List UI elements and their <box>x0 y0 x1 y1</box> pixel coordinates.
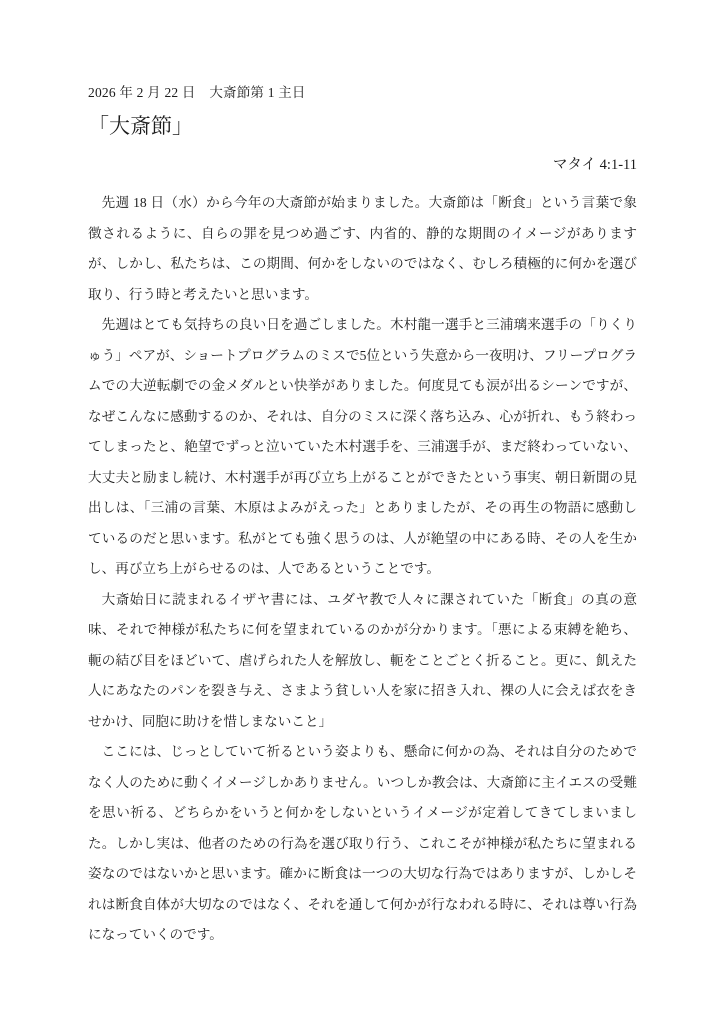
paragraph-2: 先週はとても気持ちの良い日を過ごしました。木村龍一選手と三浦璃来選手の「りくりゅう」ペアが、ショートプログラムのミスで5位という失意から一夜明け、フリープログラムでの大逆転劇での金メダルとい快挙がありました。何度見ても涙が出るシーンですが、なぜこんなに感動するのか、それは、自分のミスに深く落ち込み、心が折れ、もう終わってしまったと、絶望でずっと泣いていた木村選手を、三浦選手が、まだ終わっていない、大丈夫と励まし続け、木村選手が再び立ち上がることができたという事実、朝日新聞の見出しは、「三浦の言葉、木原はよみがえった」とありましたが、その再生の物語に感動しているのだと思います。私がとても強く思うのは、人が絶望の中にある時、その人を生かし、再び立ち上がらせるのは、人であるということです。 <box>88 317 637 577</box>
scripture-reference: マタイ 4:1-11 <box>552 157 637 174</box>
body-text <box>88 188 637 951</box>
page-title: 「大斎節」 <box>88 114 193 138</box>
paragraph-1: 先週 18 日（水）から今年の大斎節が始まりました。大斎節は「断食」という言葉で象徴されるように、自らの罪を見つめ過ごす、内省的、静的な期間のイメージがありますが、しかし、私たちは、この期間、何かをしないのではなく、むしろ積極的に何かを選び取り、行う時と考えたいと思います。 <box>88 195 637 302</box>
paragraph-4: ここには、じっとしていて祈るという姿よりも、懸命に何かの為、それは自分のためでなく人のために動くイメージしかありません。いつしか教会は、大斎節に主イエスの受難を思い祈る、どちらかをいうと何かをしないというイメージが定着してきてしまいました。しかし実は、他者のための行為を選び取り行う、これこそが神様が私たちに望まれる姿なのではないかと思います。確かに断食は一つの大切な行為ではありますが、しかしそれは断食自体が大切なのではなく、それを通して何かが行なわれる時に、それは尊い行為になっていくのです。 <box>88 744 637 943</box>
date-line: 2026 年 2 月 22 日 大斎節第 1 主日 <box>88 85 306 100</box>
paragraph-3: 大斎始日に読まれるイザヤ書には、ユダヤ教で人々に課されていた「断食」の真の意味、それで神様が私たちに何を望まれているのかが分かります。「悪による束縛を絶ち、軛の結び目をほどいて、虐げられた人を解放し、軛をことごとく折ること。更に、飢えた人にあなたのパンを裂き与え、さまよう貧しい人を家に招き入れ、裸の人に会えば衣をきせかけ、同胞に助けを惜しまないこと」 <box>88 591 637 729</box>
document-content <box>88 84 637 951</box>
